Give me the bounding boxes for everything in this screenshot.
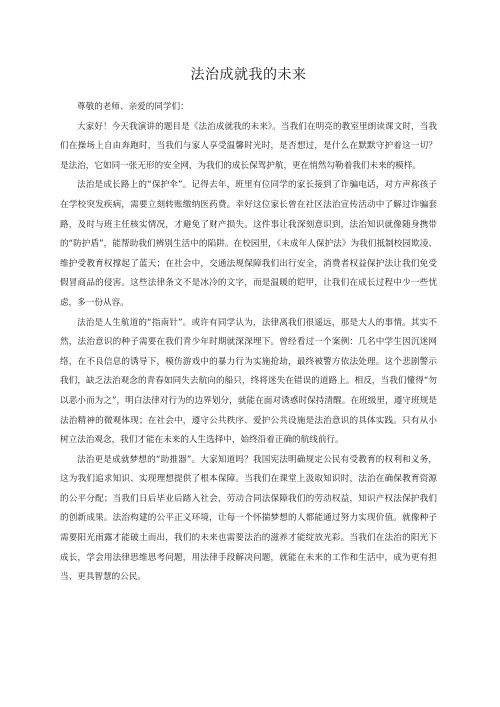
paragraph-protection: 法治是成长路上的“保护伞”。记得去年，班里有位同学的家长接到了诈骗电话，对方声称孩子在学校突发疾病，需要立刻转账缴纳医药费。幸好这位家长曾在社区法治宣传活动中了解过诈骗套路，及时与班主任核实情况，才避免了财产损失。这件事让我深刻意识到，法治知识就像随身携带的“防护盾”，能帮助我们辨别生活中的陷阱。在校园里，《未成年人保护法》为我们抵制校园欺凌、维护受教育权撑起了蓝天；在社会中，交通法规保障我们出行安全，消费者权益保护法让我们免受假冒商品的侵害。这些法律条文不是冰冷的文字，而是温暖的铠甲，让我们在成长过程中少一些忧虑，多一份从容。 xyxy=(60,180,437,308)
paragraph-intro: 大家好！今天我演讲的题目是《法治成就我的未来》。当我们在明亮的教室里朗读课文时，当我们在操场上自由奔跑时，当我们与家人享受温馨时光时，是否想过，是什么在默默守护着这一切？是法治，它如同一张无形的安全网，为我们的成长保驾护航，更在悄然勾勒着我们未来的模样。 xyxy=(60,121,437,171)
salutation: 尊敬的老师、亲爱的同学们： xyxy=(77,102,189,112)
paragraph-compass: 法治是人生航道的“指南针”。或许有同学认为，法律离我们很遥远，那是大人的事情。其实不然，法治意识的种子需要在我们青少年时期就深深埋下。曾经看过一个案例：几名中学生因沉迷网络，在不良信息的诱导下，模仿游戏中的暴力行为实施抢劫，最终被警方依法处理。这个悲剧警示我们，缺乏法治观念的青春如同失去航向的船只，终将迷失在错误的道路上。相反，当我们懂得“勿以恶小而为之”，明白法律对行为的边界划分，就能在面对诱惑时保持清醒。在班级里，遵守班规是法治精神的微观体现；在社会中，遵守公共秩序、爱护公共设施是法治意识的具体实践。只有从小树立法治观念，我们才能在未来的人生选择中，始终沿着正确的航线前行。 xyxy=(60,317,437,446)
paragraph-booster: 法治更是成就梦想的“助推器”。大家知道吗？我国宪法明确规定公民有受教育的权利和义务，这为我们追求知识、实现理想提供了根本保障。当我们在课堂上汲取知识时，法治在确保教育资源的公平分配；当我们日后毕业后踏入社会，劳动合同法保障我们的劳动权益，知识产权法保护我们的创新成果。法治构建的公平正义环境，让每一个怀揣梦想的人都能通过努力实现价值。就像种子需要阳光雨露才能破土而出，我们的未来也需要法治的滋养才能绽放光彩。当我们在法治的阳光下成长，学会用法律思维思考问题，用法律手段解决问题，就能在未来的工作和生活中，成为更有担当、更具智慧的公民。 xyxy=(60,454,437,583)
document-title: 法治成就我的未来 xyxy=(190,67,307,83)
